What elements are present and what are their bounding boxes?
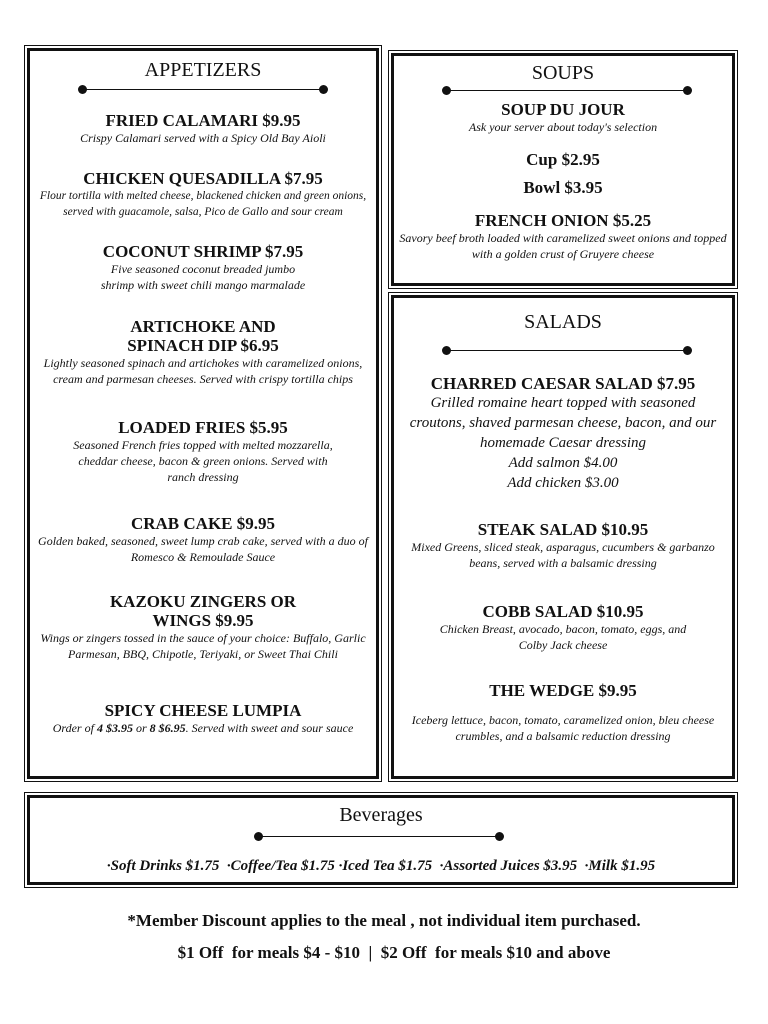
salads-title: SALADS xyxy=(524,311,602,333)
item-desc: Five seasoned coconut breaded jumbo shrimp with sweet chili mango marmalade xyxy=(100,262,306,292)
appetizers-section xyxy=(27,48,379,779)
menu-item xyxy=(30,111,376,146)
item-desc: Wings or zingers tossed in the sauce of your choice: Buffalo, Garlic Parmesan, BBQ, Chipotle, Teriyaki, or Sweet Thai Chili xyxy=(40,631,366,661)
item-name: SPICY CHEESE LUMPIA xyxy=(104,701,302,720)
item-desc: Lightly seasoned spinach and artichokes with caramelized onions, cream and parmesan cheeses. Served with crispy tortilla chips xyxy=(43,356,363,386)
menu-item xyxy=(394,681,732,744)
item-name: FRENCH ONION $5.25 xyxy=(474,211,652,230)
menu-item xyxy=(30,169,376,220)
item-desc: Ask your server about today's selection xyxy=(468,120,658,134)
item-desc: Crispy Calamari served with a Spicy Old Bay Aioli xyxy=(80,131,326,145)
item-name: CHARRED CAESAR SALAD $7.95 xyxy=(430,374,696,393)
menu-item xyxy=(30,592,376,662)
item-desc: Chicken Breast, avocado, bacon, tomato, eggs, and Colby Jack cheese xyxy=(439,622,687,652)
item-desc: Mixed Greens, sliced steak, asparagus, cucumbers & garbanzo beans, served with a balsamic dressing xyxy=(411,540,715,570)
soups-title: SOUPS xyxy=(531,62,595,84)
menu-item xyxy=(30,418,376,485)
menu-item xyxy=(394,100,732,135)
item-name: FRIED CALAMARI $9.95 xyxy=(105,111,301,130)
menu-item xyxy=(30,317,376,387)
item-name: COBB SALAD $10.95 xyxy=(482,602,644,621)
item-name: CHICKEN QUESADILLA $7.95 xyxy=(83,169,323,188)
item-desc: Grilled romaine heart topped with seasoned croutons, shaved parmesan cheese, bacon, and our homemade Caesar dressing xyxy=(409,395,717,451)
item-desc: Seasoned French fries topped with melted mozzarella, cheddar cheese, bacon & green onions. Served with ranch dressing xyxy=(73,438,333,484)
discount-tiers: $1 Off for meals $4 - $10 | $2 Off for meals $10 and above xyxy=(177,943,611,962)
beverages-list: ·Soft Drinks $1.75 ·Coffee/Tea $1.75 ·Iced Tea $1.75 ·Assorted Juices $3.95 ·Milk $1.95 xyxy=(106,858,656,874)
menu-item xyxy=(30,242,376,293)
salads-section xyxy=(391,295,735,779)
item-name: STEAK SALAD $10.95 xyxy=(477,520,649,539)
appetizers-title: APPETIZERS xyxy=(144,59,262,81)
item-desc: Iceberg lettuce, bacon, tomato, caramelized onion, bleu cheese crumbles, and a balsamic reduction dressing xyxy=(411,713,715,743)
salad-addon: Add chicken $3.00 xyxy=(507,475,619,491)
beverages-divider xyxy=(254,832,504,842)
menu-item xyxy=(30,514,376,565)
member-discount-note: *Member Discount applies to the meal , not individual item purchased. xyxy=(127,911,641,930)
item-name: LOADED FRIES $5.95 xyxy=(118,418,288,437)
salads-divider xyxy=(442,346,692,356)
item-desc: Order of 4 $3.95 or 8 $6.95. Served with sweet and sour sauce xyxy=(52,721,354,735)
item-name: CRAB CAKE $9.95 xyxy=(130,514,276,533)
item-desc: Flour tortilla with melted cheese, blackened chicken and green onions, served with guacamole, salsa, Pico de Gallo and sour cream xyxy=(39,190,367,218)
beverages-title: Beverages xyxy=(339,804,423,826)
menu-item xyxy=(394,211,732,262)
soups-divider xyxy=(442,86,692,96)
item-name: KAZOKU ZINGERS OR WINGS $9.95 xyxy=(109,592,297,630)
soups-section xyxy=(391,53,735,286)
item-desc: Savory beef broth loaded with caramelized sweet onions and topped with a golden crust of Gruyere cheese xyxy=(399,231,727,261)
beverages-section xyxy=(27,795,735,885)
menu-item xyxy=(30,701,376,736)
item-name: THE WEDGE $9.95 xyxy=(489,681,637,700)
menu-item xyxy=(394,374,732,493)
menu-item xyxy=(394,602,732,653)
salad-addon: Add salmon $4.00 xyxy=(508,455,618,471)
menu-item xyxy=(394,520,732,571)
cup-price: Cup $2.95 xyxy=(526,150,600,169)
appetizers-divider xyxy=(78,85,328,95)
bowl-price: Bowl $3.95 xyxy=(523,178,603,197)
item-name: COCONUT SHRIMP $7.95 xyxy=(102,242,304,261)
item-name: ARTICHOKE AND SPINACH DIP $6.95 xyxy=(127,317,279,355)
item-name: SOUP DU JOUR xyxy=(501,100,625,119)
item-desc: Golden baked, seasoned, sweet lump crab cake, served with a duo of Romesco & Remoulade Sauce xyxy=(38,534,368,564)
